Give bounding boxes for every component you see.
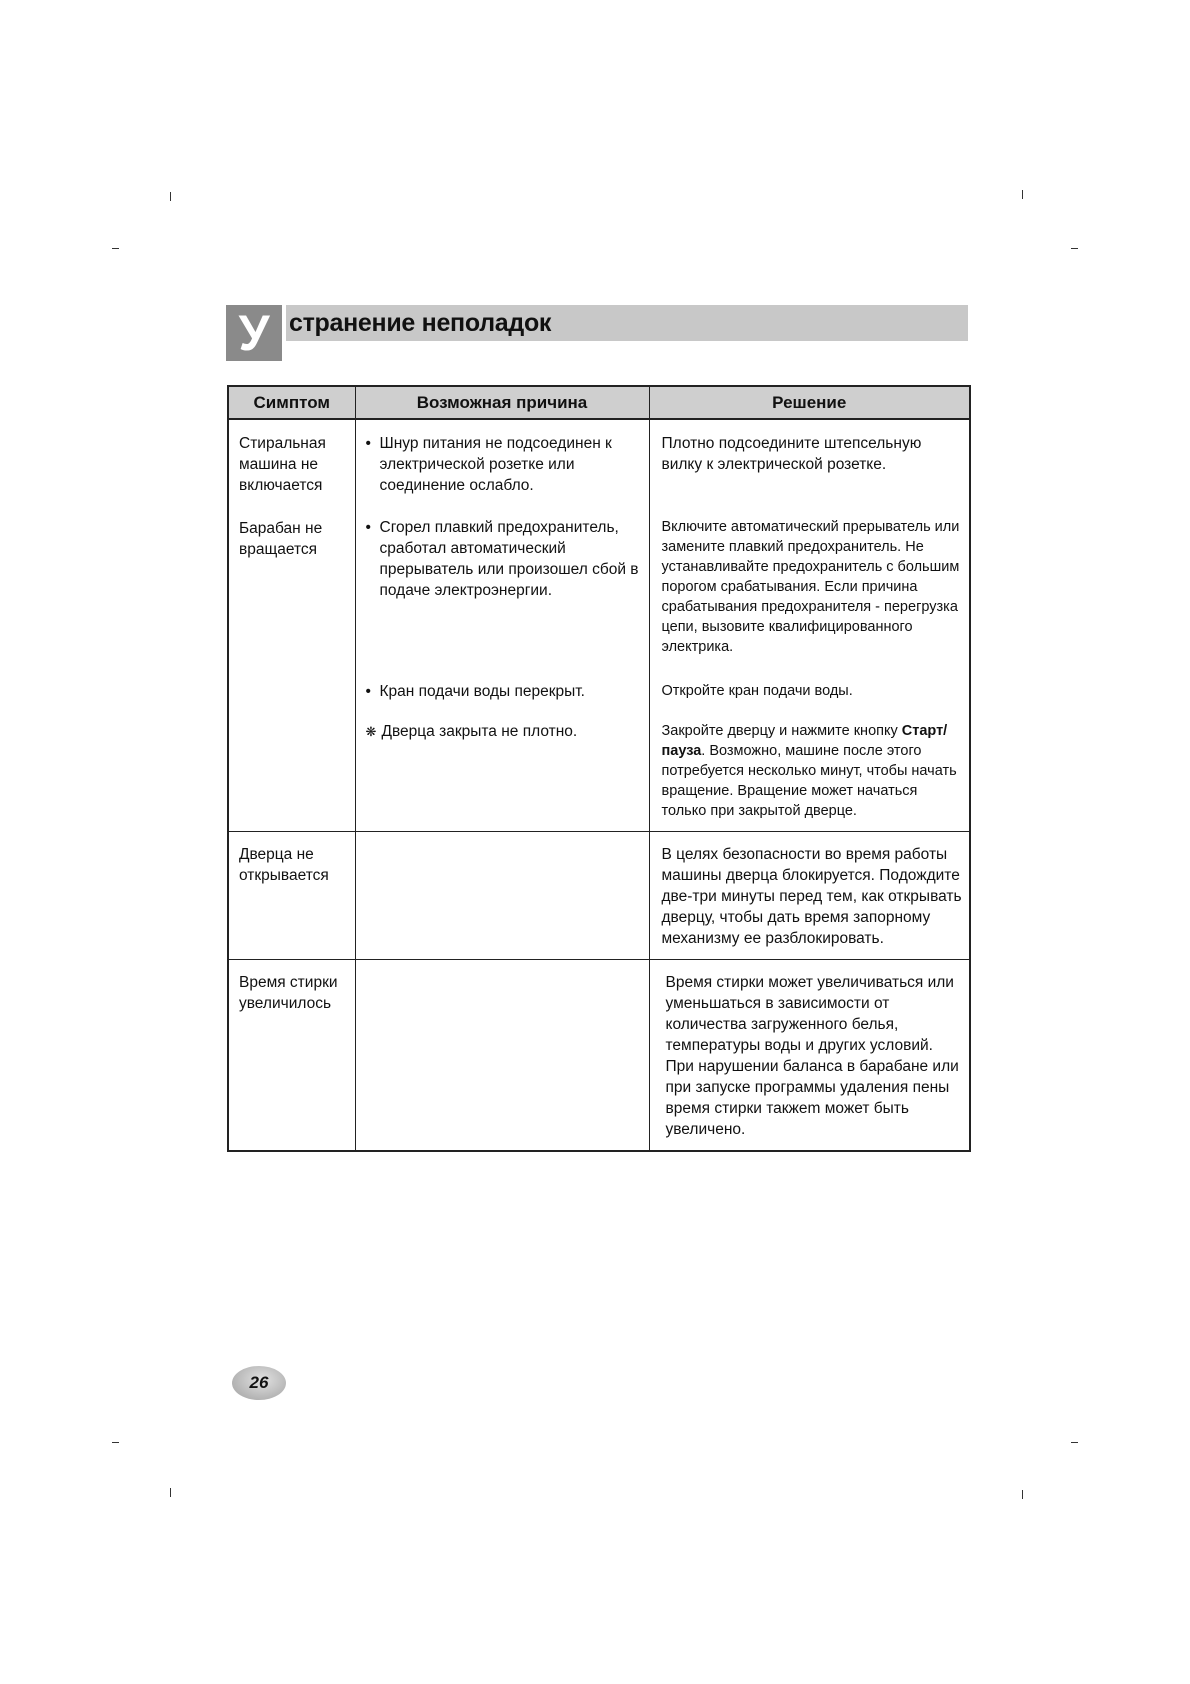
solution-text-part: . Возможно, машине после этого потребуется несколько минут, чтобы начать вращение. Вращение может начаться только при закрытой дверце. xyxy=(661,743,957,819)
cause-item xyxy=(366,433,641,517)
solution-cell xyxy=(649,832,970,960)
table-row xyxy=(228,960,970,1152)
symptom-text: Время стирки увеличилось xyxy=(239,974,338,1012)
bullet-icon: • xyxy=(365,435,371,452)
table-row xyxy=(228,419,970,832)
start-pause-label: Старт/пауза xyxy=(661,723,948,759)
symptom-text: Стиральная машина не включается xyxy=(239,435,326,494)
cause-text: Дверца закрыта не плотно. xyxy=(381,723,578,740)
crop-mark xyxy=(1071,1442,1078,1443)
heading-initial-letter: У xyxy=(226,305,282,361)
table-header-row xyxy=(228,386,970,419)
solution-text-part: Закройте дверцу и нажмите кнопку xyxy=(661,723,902,739)
solution-text: Время стирки может увеличиваться или уменьшаться в зависимости от количества загруженного белья, температуры воды и других условий. При нарушении баланса в барабане или при запуске программы удаления пены время стирки такжеm может быть увеличено. xyxy=(665,974,959,1138)
solution-text: Откройте кран подачи воды. xyxy=(661,683,853,699)
table-row xyxy=(228,832,970,960)
symptom-cell xyxy=(228,832,355,960)
section-title: странение неполадок xyxy=(289,309,552,337)
cause-cell xyxy=(355,960,649,1152)
solution-cell xyxy=(649,960,970,1152)
cause-item xyxy=(366,721,641,742)
cause-cell xyxy=(355,419,649,832)
column-header-solution: Решение xyxy=(649,386,970,419)
crop-mark xyxy=(170,192,171,201)
solution-text: В целях безопасности во время работы машины дверца блокируется. Подождите две-три минуты перед тем, как открывать дверцу, чтобы дать время запорному механизму ее разблокировать. xyxy=(661,846,962,947)
solution-text: Включите автоматический прерыватель или замените плавкий предохранитель. Не устанавливайте предохранитель с большим порогом срабатывания. Если причина срабатывания предохранителя - перегрузка цепи, вызовите квалифицированного электрика. xyxy=(661,519,960,655)
cause-text: Кран подачи воды перекрыт. xyxy=(379,683,585,700)
crop-mark xyxy=(1022,190,1023,199)
bullet-icon: • xyxy=(365,519,371,536)
crop-mark xyxy=(1022,1490,1023,1499)
column-header-symptom: Симптом xyxy=(228,386,355,419)
crop-mark xyxy=(112,248,119,249)
cause-item xyxy=(366,681,641,721)
page-number: 26 xyxy=(249,1373,269,1392)
symptom-cell xyxy=(228,960,355,1152)
crop-mark xyxy=(1071,248,1078,249)
asterisk-icon: ❋ xyxy=(365,724,377,739)
solution-text xyxy=(662,721,964,821)
symptom-text: Дверца не открывается xyxy=(239,846,329,884)
bullet-icon: • xyxy=(365,683,371,700)
cause-cell xyxy=(355,832,649,960)
page-number-badge xyxy=(232,1366,286,1400)
crop-mark xyxy=(112,1442,119,1443)
cause-text: Сгорел плавкий предохранитель, сработал автоматический прерыватель или произошел сбой в подаче электроэнергии. xyxy=(379,519,639,599)
crop-mark xyxy=(170,1488,171,1497)
column-header-cause: Возможная причина xyxy=(355,386,649,419)
symptom-text: Барабан не вращается xyxy=(239,520,323,558)
cause-text: Шнур питания не подсоединен к электрической розетке или соединение ослабло. xyxy=(379,435,612,494)
solution-cell xyxy=(649,419,970,832)
symptom-cell xyxy=(228,419,355,832)
troubleshooting-table xyxy=(227,385,971,1152)
solution-text: Плотно подсоедините штепсельную вилку к электрической розетке. xyxy=(661,435,922,473)
cause-item xyxy=(366,517,641,681)
